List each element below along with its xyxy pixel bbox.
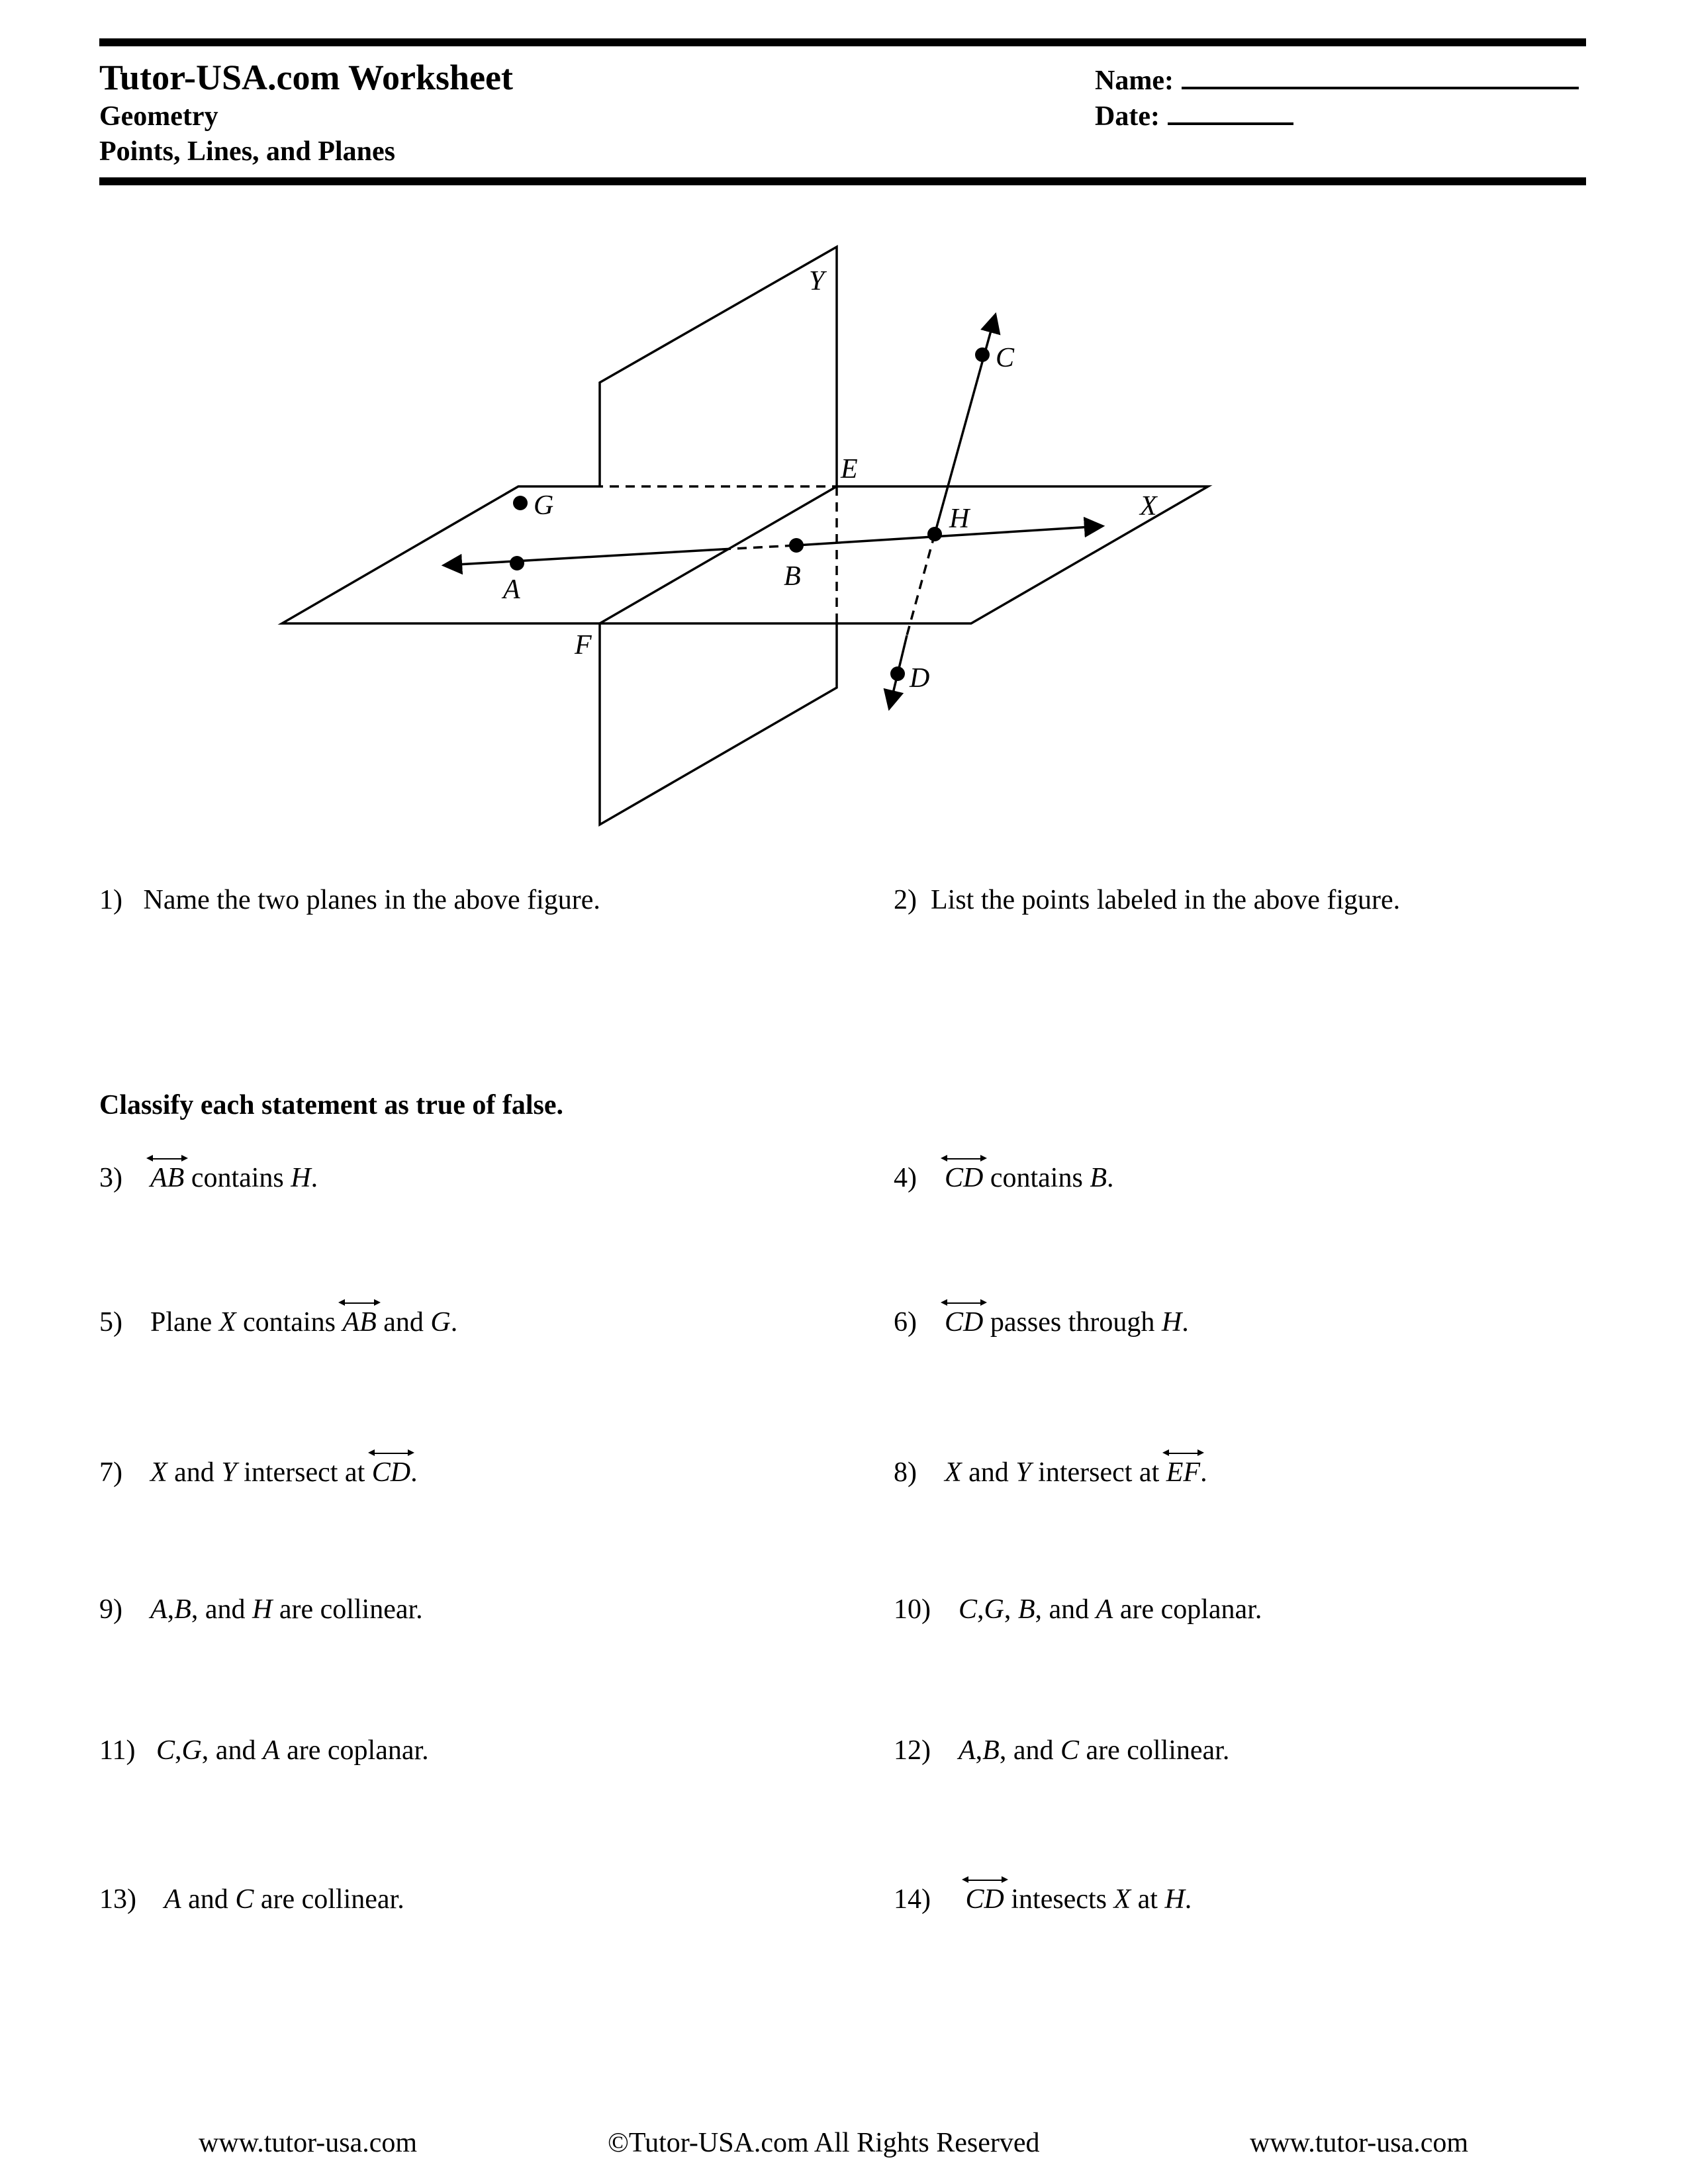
question-text: Name the two planes in the above figure. xyxy=(143,885,600,915)
label-h: H xyxy=(949,504,970,534)
label-x: X xyxy=(1140,491,1157,522)
label-a: A xyxy=(503,574,520,605)
statement-4: 4) CD contains B. xyxy=(894,1162,1113,1194)
point-h xyxy=(927,527,942,541)
point-b xyxy=(789,538,804,553)
line-cd-hidden xyxy=(907,534,935,635)
worksheet-title: Tutor-USA.com Worksheet xyxy=(99,58,514,97)
question-number: 2) xyxy=(894,885,917,915)
footer-left-link[interactable]: www.tutor-usa.com xyxy=(199,2128,418,2158)
question-text: List the points labeled in the above figure. xyxy=(931,885,1401,915)
label-y: Y xyxy=(809,266,825,296)
statement-6: 6) CD passes through H. xyxy=(894,1306,1189,1338)
line-notation: AB xyxy=(150,1162,184,1194)
date-label: Date: xyxy=(1095,101,1160,132)
statement-11: 11) C,G, and A are coplanar. xyxy=(99,1735,429,1766)
label-g: G xyxy=(534,490,554,521)
line-ab-right xyxy=(796,526,1101,545)
label-b: B xyxy=(784,561,801,592)
point-d xyxy=(890,666,905,681)
footer-copyright: ©Tutor-USA.com All Rights Reserved xyxy=(608,2128,1040,2158)
line-notation: CD xyxy=(945,1306,983,1338)
plane-y-lower-edges xyxy=(600,623,837,825)
label-c: C xyxy=(996,343,1015,373)
statement-5: 5) Plane X contains AB and G. xyxy=(99,1306,457,1338)
label-d: D xyxy=(910,663,930,694)
name-label: Name: xyxy=(1095,66,1174,96)
statement-13: 13) A and C are collinear. xyxy=(99,1884,404,1915)
statement-7: 7) X and Y intersect at CD. xyxy=(99,1457,418,1488)
question-2 xyxy=(894,884,1400,916)
statement-10: 10) C,G, B, and A are coplanar. xyxy=(894,1594,1262,1625)
subject-heading: Geometry xyxy=(99,101,218,132)
instructions: Classify each statement as true of false. xyxy=(99,1090,564,1120)
label-f: F xyxy=(575,630,592,660)
statement-12: 12) A,B, and C are collinear. xyxy=(894,1735,1230,1766)
statement-14: 14) CD intesects X at H. xyxy=(894,1884,1192,1915)
point-g xyxy=(513,496,528,510)
point-a xyxy=(510,556,524,570)
point-c xyxy=(975,347,990,362)
footer-right-link[interactable]: www.tutor-usa.com xyxy=(1250,2128,1469,2158)
line-notation: EF xyxy=(1166,1457,1200,1488)
line-ab-left xyxy=(445,549,722,565)
line-notation: CD xyxy=(966,1884,1004,1915)
planes-figure xyxy=(0,0,1688,860)
statement-3: 3) AB contains H. xyxy=(99,1162,318,1194)
question-1 xyxy=(99,884,600,916)
topic-heading: Points, Lines, and Planes xyxy=(99,136,395,167)
plane-x-visible-edges xyxy=(282,486,1208,623)
statement-9: 9) A,B, and H are collinear. xyxy=(99,1594,423,1625)
line-notation: CD xyxy=(372,1457,410,1488)
question-number: 1) xyxy=(99,885,122,915)
line-notation: AB xyxy=(342,1306,376,1338)
statement-8: 8) X and Y intersect at EF. xyxy=(894,1457,1207,1488)
line-notation: CD xyxy=(945,1162,983,1194)
label-e: E xyxy=(841,454,858,484)
plane-y-upper-edges xyxy=(600,247,837,486)
